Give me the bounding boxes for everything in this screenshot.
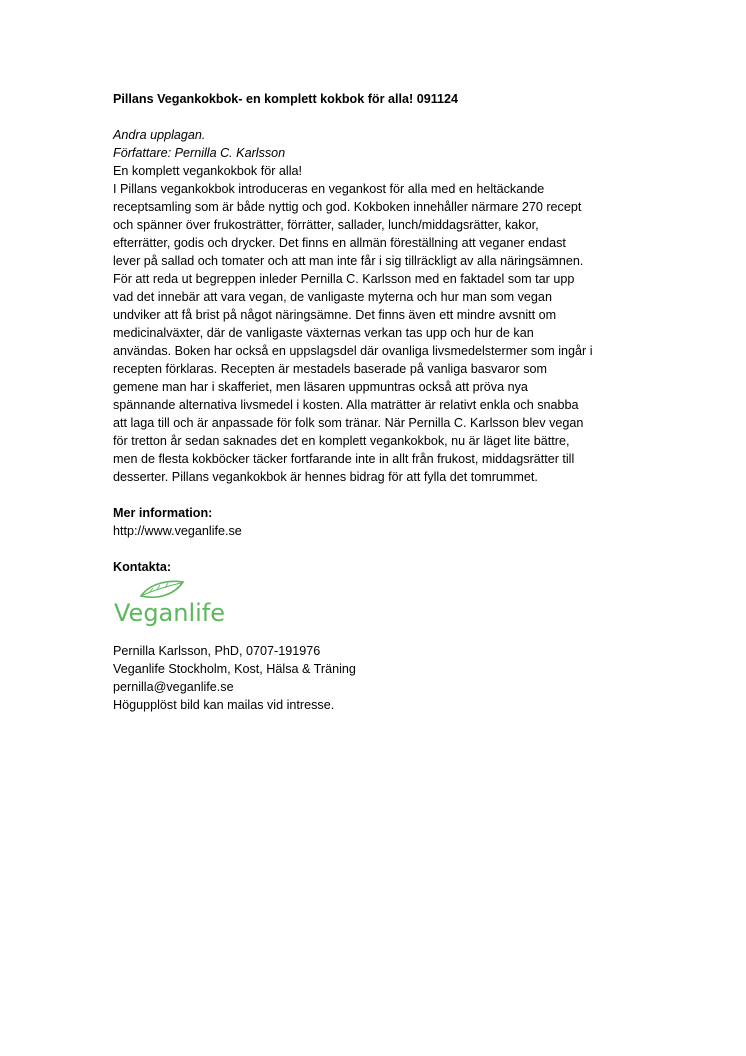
body-line: spännande alternativa livsmedel i kosten. Alla maträtter är relativt enkla och snabba [113,398,579,412]
body-line: efterrätter, godis och drycker. Det finns en allmän föreställning att veganer endast [113,236,566,250]
body-line: undviker att få brist på något näringsämne. Det finns även ett mindre avsnitt om [113,308,557,322]
contact-email[interactable]: pernilla@veganlife.se [113,680,234,694]
body-line: för tretton år sedan saknades det en komplett vegankokbok, nu är läget lite bättre, [113,434,570,448]
body-line: användas. Boken har också en uppslagsdel där ovanliga livsmedelstermer som ingår i [113,344,593,358]
more-info-heading: Mer information: [113,506,213,520]
logo-wordmark: Veganlife [114,599,226,627]
body-line: lever på sallad och tomater och att man inte får i sig tillräckligt av alla näringsämnen. [113,254,584,268]
document-title: Pillans Vegankokbok- en komplett kokbok för alla! 091124 [113,92,459,106]
spacer [113,628,633,642]
spacer [113,486,633,504]
body-line: att laga till och är anpassade för folk som tränar. När Pernilla C. Karlsson blev vegan [113,416,584,430]
body-line: receptsamling som är både nyttig och god. Kokboken innehåller närmare 270 recept [113,200,582,214]
spacer [113,540,633,558]
contact-note: Högupplöst bild kan mailas vid intresse. [113,698,335,712]
press-release [113,90,633,714]
contact-name-phone: Pernilla Karlsson, PhD, 0707-191976 [113,644,321,658]
body-paragraph [113,180,633,486]
body-line: I Pillans vegankokbok introduceras en vegankost för alla med en heltäckande [113,182,545,196]
body-line: För att reda ut begreppen inleder Pernilla C. Karlsson med en faktadel som tar upp [113,272,575,286]
contact-organization: Veganlife Stockholm, Kost, Hälsa & Träning [113,662,356,676]
tagline: En komplett vegankokbok för alla! [113,164,303,178]
body-line: vad det innebär att vara vegan, de vanligaste myterna och hur man som vegan [113,290,552,304]
body-line: och spänner över frukosträtter, förrätter, sallader, lunch/middagsrätter, kakor, [113,218,539,232]
body-line: medicinalväxter, där de vanligaste växternas verkan tas upp och hur de kan [113,326,534,340]
contact-heading: Kontakta: [113,560,172,574]
leaf-icon [141,581,183,597]
spacer [113,108,633,126]
edition-line: Andra upplagan. [113,128,206,142]
body-line: desserter. Pillans vegankokbok är hennes bidrag för att fylla det tomrummet. [113,470,538,484]
body-line: men de flesta kokböcker täcker fortfarande inte in allt från frukost, middagsrätter till [113,452,575,466]
author-line: Författare: Pernilla C. Karlsson [113,146,286,160]
veganlife-logo [113,578,228,628]
body-line: recepten förklaras. Recepten är mestadels baserade på vanliga basvaror som [113,362,548,376]
body-line: gemene man har i skafferiet, men läsaren uppmuntras också att pröva nya [113,380,528,394]
more-info-link[interactable]: http://www.veganlife.se [113,524,242,538]
